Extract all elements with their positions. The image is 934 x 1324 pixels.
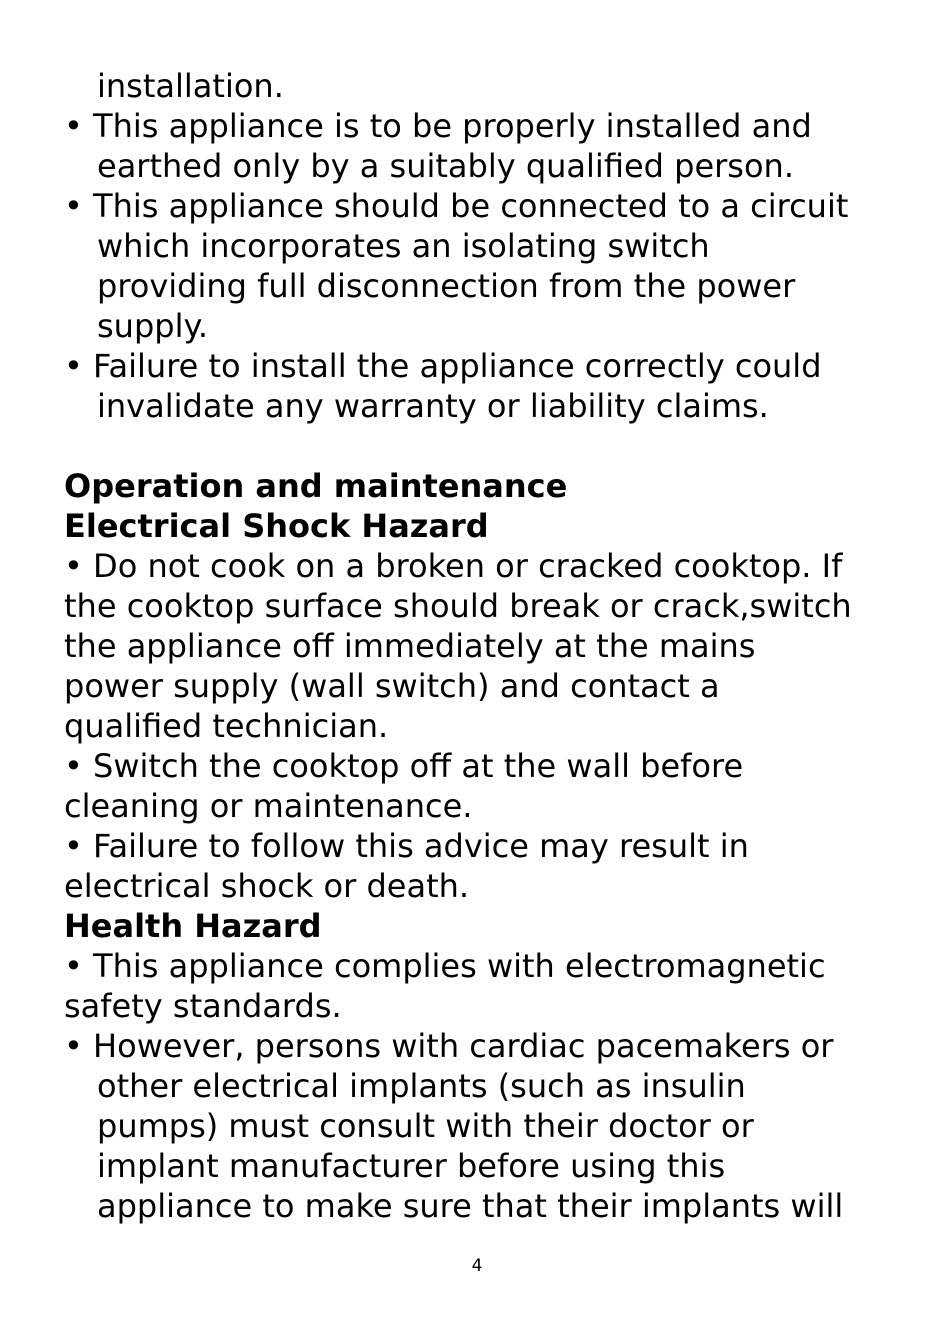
bullet-line: • Failure to follow this advice may result in (64, 827, 749, 865)
bullet-continuation-line: supply. (97, 307, 209, 345)
bullet-continuation-line: pumps) must consult with their doctor or (97, 1107, 754, 1145)
bullet-continuation-line: qualified technician. (64, 707, 389, 745)
electrical-shock-heading: Electrical Shock Hazard (64, 507, 489, 545)
bullet-continuation-line: which incorporates an isolating switch (97, 227, 710, 265)
bullet-continuation-line: other electrical implants (such as insulin (97, 1067, 746, 1105)
bullet-continuation-line: implant manufacturer before using this (97, 1147, 726, 1185)
bullet-line: • This appliance complies with electromagnetic (64, 947, 826, 985)
bullet-continuation-line: the cooktop surface should break or crack,switch (64, 587, 852, 625)
bullet-continuation-line: invalidate any warranty or liability claims. (97, 387, 769, 425)
bullet-continuation-line: earthed only by a suitably qualified person. (97, 147, 794, 185)
page-number: 4 (471, 1256, 483, 1276)
bullet-line: • Do not cook on a broken or cracked cooktop. If (64, 547, 843, 585)
bullet-line: • Failure to install the appliance correctly could (64, 347, 822, 385)
bullet-continuation-line: appliance to make sure that their implants will (97, 1187, 844, 1225)
bullet-line: • This appliance is to be properly installed and (64, 107, 812, 145)
bullet-continuation-line: power supply (wall switch) and contact a (64, 667, 720, 705)
section-title: Operation and maintenance (64, 467, 568, 505)
bullet-continuation-line: the appliance off immediately at the mains (64, 627, 756, 665)
bullet-continuation-line: providing full disconnection from the power (97, 267, 796, 305)
bullet-continuation-line: safety standards. (64, 987, 342, 1025)
bullet-line: • Switch the cooktop off at the wall before (64, 747, 744, 785)
health-hazard-heading: Health Hazard (64, 907, 322, 945)
bullet-line: • This appliance should be connected to a circuit (64, 187, 849, 225)
bullet-line: • However, persons with cardiac pacemakers or (64, 1027, 834, 1065)
bullet-continuation-line: electrical shock or death. (64, 867, 470, 905)
continued-text-line: installation. (97, 67, 284, 105)
bullet-continuation-line: cleaning or maintenance. (64, 787, 473, 825)
